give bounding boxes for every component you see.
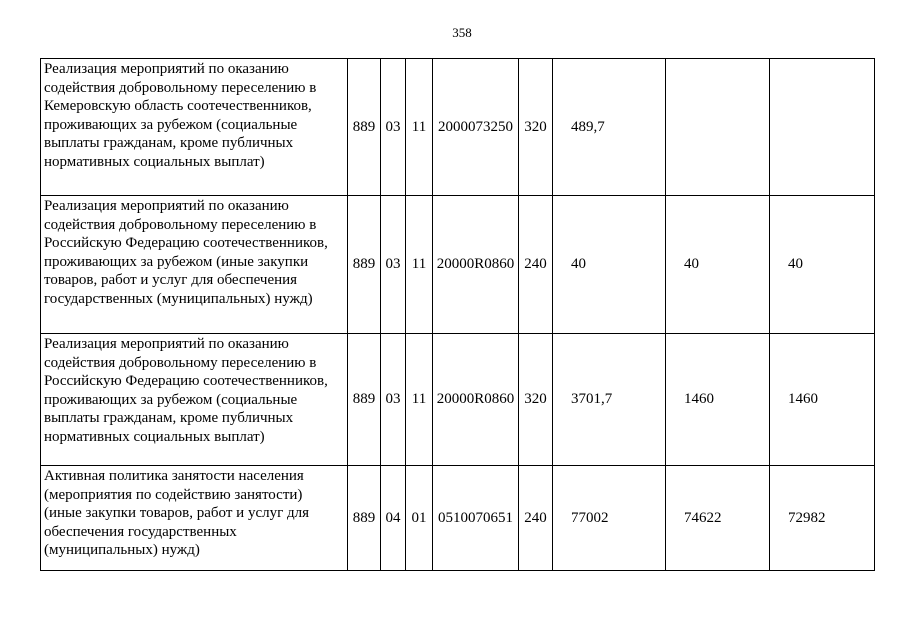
subsection-code-cell: 11	[406, 334, 433, 466]
expense-type-code-cell: 320	[519, 334, 553, 466]
subsection-code-cell: 11	[406, 59, 433, 196]
section-code-cell: 03	[381, 196, 406, 334]
ministry-code-cell: 889	[348, 334, 381, 466]
section-code-cell: 04	[381, 466, 406, 571]
amount-cell-2	[666, 59, 770, 196]
table-row	[41, 466, 875, 571]
table-row	[41, 196, 875, 334]
expense-type-code-cell: 320	[519, 59, 553, 196]
amount-cell-3: 72982	[770, 466, 875, 571]
subsection-code-cell: 11	[406, 196, 433, 334]
item-name-cell: Реализация мероприятий по оказанию содействия добровольному переселению в Кемеровскую область соотечественников, проживающих за рубежом (социальные выплаты гражданам, кроме публичных нормативных социальных выплат)	[41, 59, 348, 196]
target-article-code-cell: 0510070651	[433, 466, 519, 571]
section-code-cell: 03	[381, 59, 406, 196]
expense-type-code-cell: 240	[519, 196, 553, 334]
table-row	[41, 59, 875, 196]
amount-cell-3: 1460	[770, 334, 875, 466]
item-name-cell: Реализация мероприятий по оказанию содействия добровольному переселению в Российскую Федерацию соотечественников, проживающих за рубежом (иные закупки товаров, работ и услуг для обеспечения государственных (муниципальных) нужд)	[41, 196, 348, 334]
ministry-code-cell: 889	[348, 59, 381, 196]
amount-cell-1: 77002	[553, 466, 666, 571]
amount-cell-1: 3701,7	[553, 334, 666, 466]
amount-cell-2: 40	[666, 196, 770, 334]
page-number: 358	[452, 25, 472, 40]
amount-cell-2: 74622	[666, 466, 770, 571]
subsection-code-cell: 01	[406, 466, 433, 571]
ministry-code-cell: 889	[348, 196, 381, 334]
amount-cell-3	[770, 59, 875, 196]
section-code-cell: 03	[381, 334, 406, 466]
item-name-cell: Активная политика занятости населения (мероприятия по содействию занятости) (иные закупки товаров, работ и услуг для обеспечения государственных (муниципальных) нужд)	[41, 466, 348, 571]
amount-cell-1: 40	[553, 196, 666, 334]
amount-cell-3: 40	[770, 196, 875, 334]
target-article-code-cell: 20000R0860	[433, 334, 519, 466]
budget-table	[40, 58, 875, 571]
target-article-code-cell: 2000073250	[433, 59, 519, 196]
item-name-cell: Реализация мероприятий по оказанию содействия добровольному переселению в Российскую Федерацию соотечественников, проживающих за рубежом (социальные выплаты гражданам, кроме публичных нормативных социальных выплат)	[41, 334, 348, 466]
expense-type-code-cell: 240	[519, 466, 553, 571]
ministry-code-cell: 889	[348, 466, 381, 571]
amount-cell-2: 1460	[666, 334, 770, 466]
table-row	[41, 334, 875, 466]
amount-cell-1: 489,7	[553, 59, 666, 196]
target-article-code-cell: 20000R0860	[433, 196, 519, 334]
